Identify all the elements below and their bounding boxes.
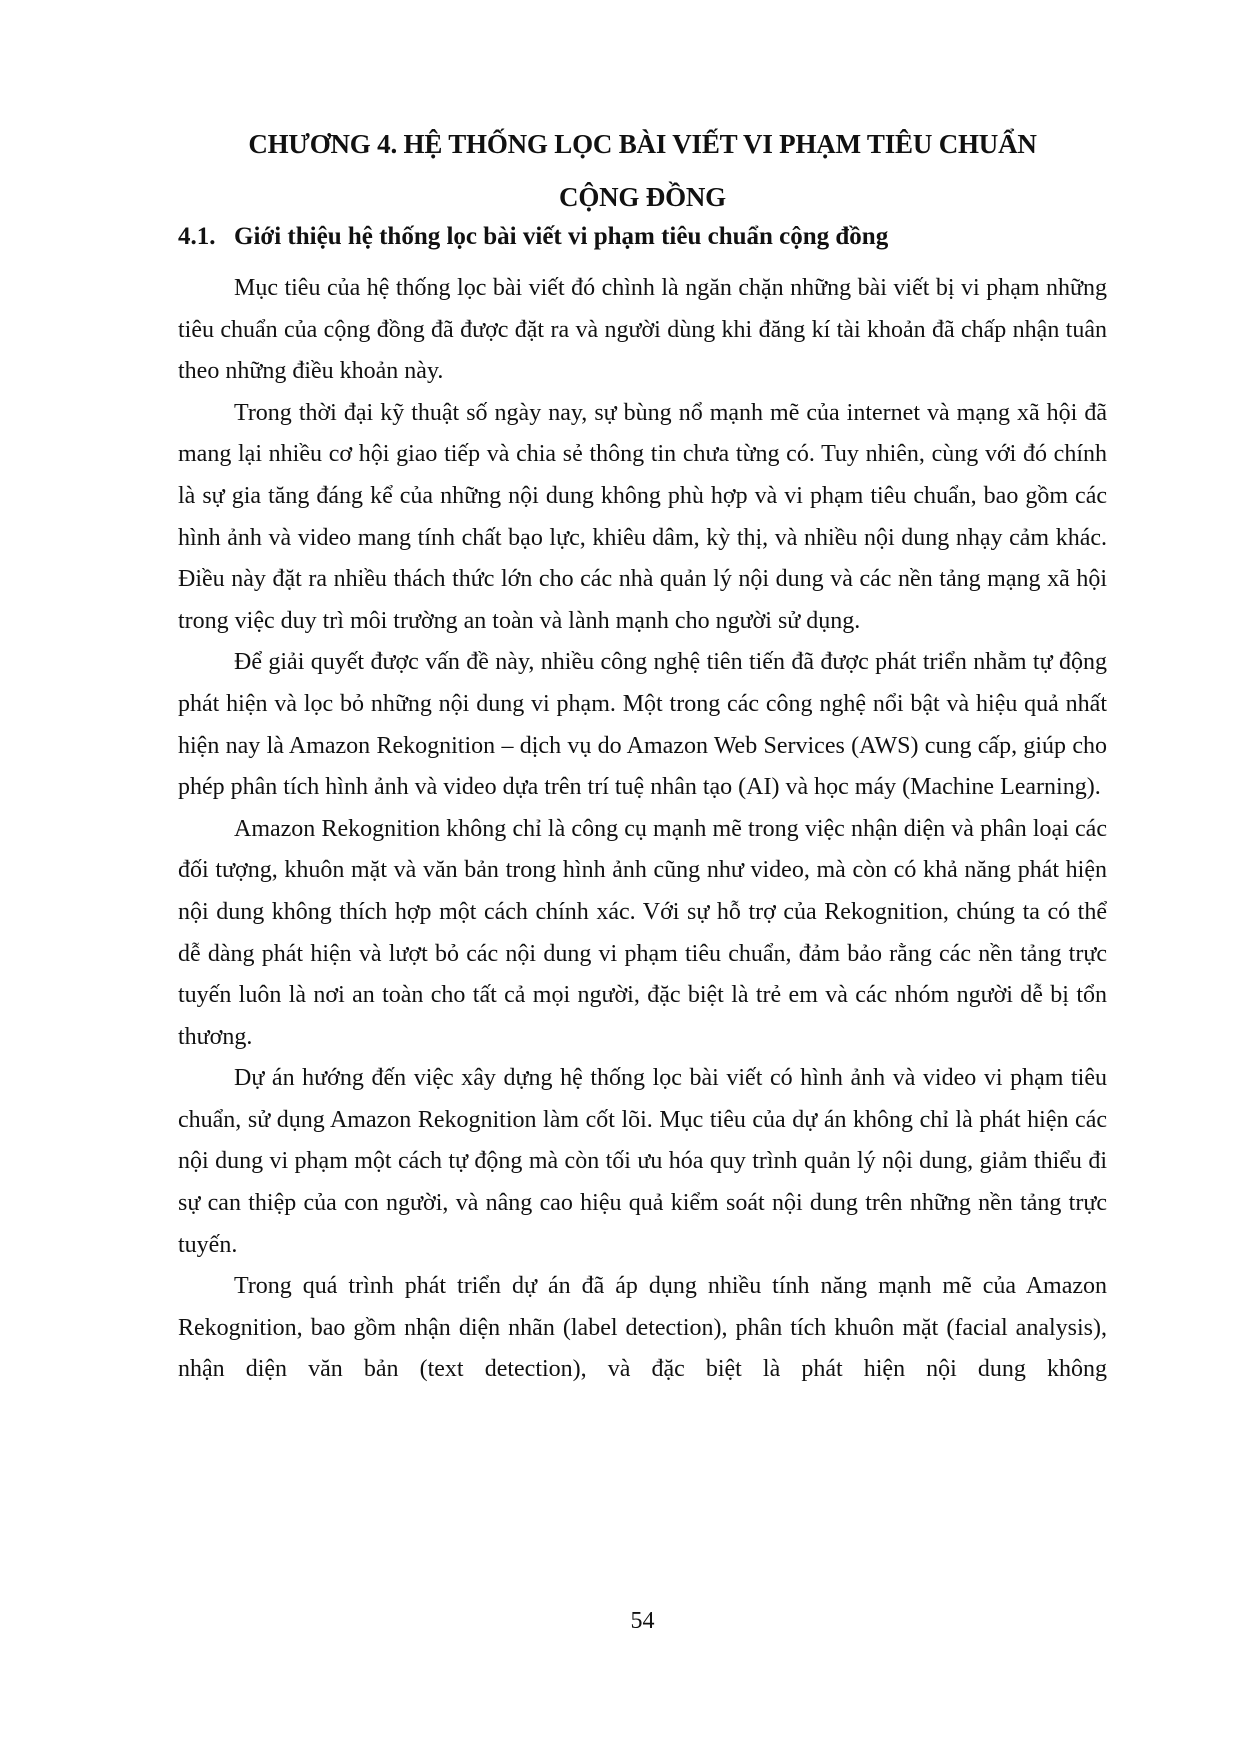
paragraph: Mục tiêu của hệ thống lọc bài viết đó chình là ngăn chặn những bài viết bị vi phạm những tiêu chuẩn của cộng đồng đã được đặt ra và người dùng khi đăng kí tài khoản đã chấp nhận tuân theo những điều khoản này. — [178, 275, 1107, 385]
paragraph: Dự án hướng đến việc xây dựng hệ thống lọc bài viết có hình ảnh và video vi phạm tiêu chuẩn, sử dụng Amazon Rekognition làm cốt lõi. Mục tiêu của dự án không chỉ là phát hiện các nội dung vi phạm một cách tự động mà còn tối ưu hóa quy trình quản lý nội dung, giảm thiểu đi sự can thiệp của con người, và nâng cao hiệu quả kiểm soát nội dung trên những nền tảng trực tuyến. — [178, 1065, 1107, 1258]
section-heading — [178, 222, 888, 252]
paragraph: Amazon Rekognition không chỉ là công cụ mạnh mẽ trong việc nhận diện và phân loại các đối tượng, khuôn mặt và văn bản trong hình ảnh cũng như video, mà còn có khả năng phát hiện nội dung không thích hợp một cách chính xác. Với sự hỗ trợ của Rekognition, chúng ta có thể dễ dàng phát hiện và lượt bỏ các nội dung vi phạm tiêu chuẩn, đảm bảo rằng các nền tảng trực tuyến luôn là nơi an toàn cho tất cả mọi người, đặc biệt là trẻ em và các nhóm người dễ bị tổn thương. — [178, 815, 1107, 1050]
paragraph: Trong quá trình phát triển dự án đã áp dụng nhiều tính năng mạnh mẽ của Amazon Rekognition, bao gồm nhận diện nhãn (label detection), phân tích khuôn mặt (facial analysis), nhận diện văn bản (text detection), và đặc biệt là phát hiện nội dung không — [178, 1273, 1107, 1383]
paragraph: Trong thời đại kỹ thuật số ngày nay, sự bùng nổ mạnh mẽ của internet và mạng xã hội đã mang lại nhiều cơ hội giao tiếp và chia sẻ thông tin chưa từng có. Tuy nhiên, cùng với đó chính là sự gia tăng đáng kể của những nội dung không phù hợp và vi phạm tiêu chuẩn, bao gồm các hình ảnh và video mang tính chất bạo lực, khiêu dâm, kỳ thị, và nhiều nội dung nhạy cảm khác. Điều này đặt ra nhiều thách thức lớn cho các nhà quản lý nội dung và các nền tảng mạng xã hội trong việc duy trì môi trường an toàn và lành mạnh cho người sử dụng. — [178, 399, 1107, 634]
chapter-title-line-1: CHƯƠNG 4. HỆ THỐNG LỌC BÀI VIẾT VI PHẠM TIÊU CHUẨN — [248, 129, 1037, 159]
page-number: 54 — [630, 1608, 655, 1634]
chapter-title-line-2: CỘNG ĐỒNG — [559, 182, 726, 212]
section-number: 4.1. — [178, 223, 216, 250]
paragraph: Để giải quyết được vấn đề này, nhiều công nghệ tiên tiến đã được phát triển nhằm tự động phát hiện và lọc bỏ những nội dung vi phạm. Một trong các công nghệ nổi bật và hiệu quả nhất hiện nay là Amazon Rekognition – dịch vụ do Amazon Web Services (AWS) cung cấp, giúp cho phép phân tích hình ảnh và video dựa trên trí tuệ nhân tạo (AI) và học máy (Machine Learning). — [178, 649, 1107, 801]
section-title: Giới thiệu hệ thống lọc bài viết vi phạm tiêu chuẩn cộng đồng — [234, 223, 889, 250]
body-text — [178, 268, 1107, 1391]
chapter-title — [178, 118, 1107, 224]
